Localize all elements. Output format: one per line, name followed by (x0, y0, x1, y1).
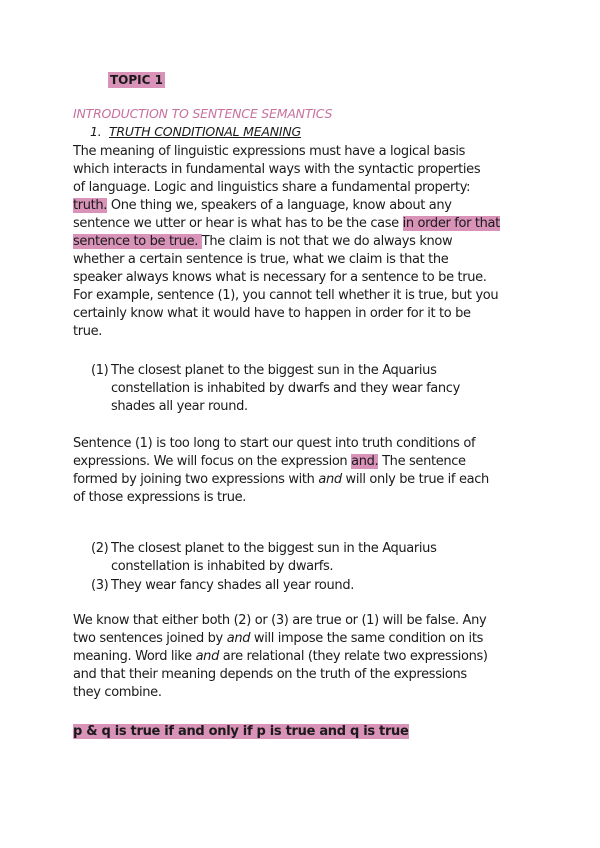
text-run: formed by joining two expressions with (73, 472, 319, 487)
example-number: (2) (91, 541, 109, 556)
truth-rule (73, 723, 409, 741)
text-line: which interacts in fundamental ways with the syntactic properties (73, 162, 481, 177)
topic-label: TOPIC 1 (110, 73, 163, 87)
text-line (73, 197, 533, 215)
section-heading (90, 124, 301, 139)
text-line: whether a certain sentence is true, what we claim is that the (73, 252, 449, 267)
highlighted-text: truth. (73, 198, 108, 213)
highlighted-text: and. (351, 454, 379, 469)
text-run: will only be true if each (341, 472, 489, 487)
text-line: of those expressions is true. (73, 490, 247, 505)
example-2 (91, 540, 511, 576)
intro-heading: INTRODUCTION TO SENTENCE SEMANTICS (73, 106, 333, 121)
example-row (91, 398, 511, 416)
text-run: The claim is not that we do always know (201, 234, 453, 249)
text-run: The closest planet to the biggest sun in the Aquarius (111, 363, 437, 378)
text-line: and that their meaning depends on the truth of the expressions (73, 667, 467, 682)
text-line: of language. Logic and linguistics share a fundamental property: (73, 180, 471, 195)
text-run: expressions. We will focus on the expression (73, 454, 352, 469)
text-run: will impose the same condition on its (250, 631, 483, 646)
example-row (91, 362, 511, 380)
paragraph-truth-conditions (73, 143, 533, 341)
text-line: they combine. (73, 685, 162, 700)
text-run: meaning. Word like (73, 649, 196, 664)
section-title: TRUTH CONDITIONAL MEANING (109, 124, 302, 139)
example-row (91, 540, 511, 558)
text-line (73, 471, 533, 489)
text-line (73, 630, 533, 648)
text-line (73, 648, 533, 666)
emphasized-text: and (318, 472, 342, 487)
text-run: constellation is inhabited by dwarfs and they wear fancy (111, 381, 460, 396)
example-row (91, 577, 511, 595)
text-run: The closest planet to the biggest sun in the Aquarius (111, 541, 437, 556)
example-number: (1) (91, 363, 109, 378)
emphasized-text: and (195, 649, 219, 664)
example-row (91, 380, 511, 398)
example-3 (91, 577, 511, 595)
text-line: For example, sentence (1), you cannot tell whether it is true, but you (73, 288, 499, 303)
emphasized-text: and (226, 631, 251, 646)
highlighted-text: in order for that (402, 216, 500, 231)
text-line: Sentence (1) is too long to start our quest into truth conditions of (73, 436, 476, 451)
highlighted-text: sentence to be true. (73, 234, 202, 249)
text-run: sentence we utter or hear is what has to be the case (73, 216, 403, 231)
highlighted-text: p & q is true if and only if p is true and q is true (73, 724, 409, 739)
text-run: constellation is inhabited by dwarfs. (111, 559, 334, 574)
text-line: certainly know what it would have to happen in order for it to be (73, 306, 471, 321)
text-line (73, 233, 533, 251)
paragraph-relational (73, 612, 533, 702)
text-run: One thing we, speakers of a language, know about any (107, 198, 452, 213)
text-run: They wear fancy shades all year round. (111, 578, 354, 593)
paragraph-conjunction (73, 435, 533, 507)
text-run: are relational (they relate two expressions) (218, 649, 488, 664)
text-line (73, 215, 533, 233)
text-line: We know that either both (2) or (3) are true or (1) will be false. Any (73, 613, 487, 628)
example-row (91, 558, 511, 576)
example-1 (91, 362, 511, 416)
text-line: The meaning of linguistic expressions must have a logical basis (73, 144, 466, 159)
example-number: (3) (91, 578, 109, 593)
text-run: two sentences joined by (73, 631, 227, 646)
text-run: shades all year round. (111, 399, 248, 414)
text-line: speaker always knows what is necessary for a sentence to be true. (73, 270, 487, 285)
text-run: The sentence (378, 454, 466, 469)
section-number: 1. (90, 124, 102, 139)
text-line (73, 453, 533, 471)
text-line: true. (73, 324, 103, 339)
